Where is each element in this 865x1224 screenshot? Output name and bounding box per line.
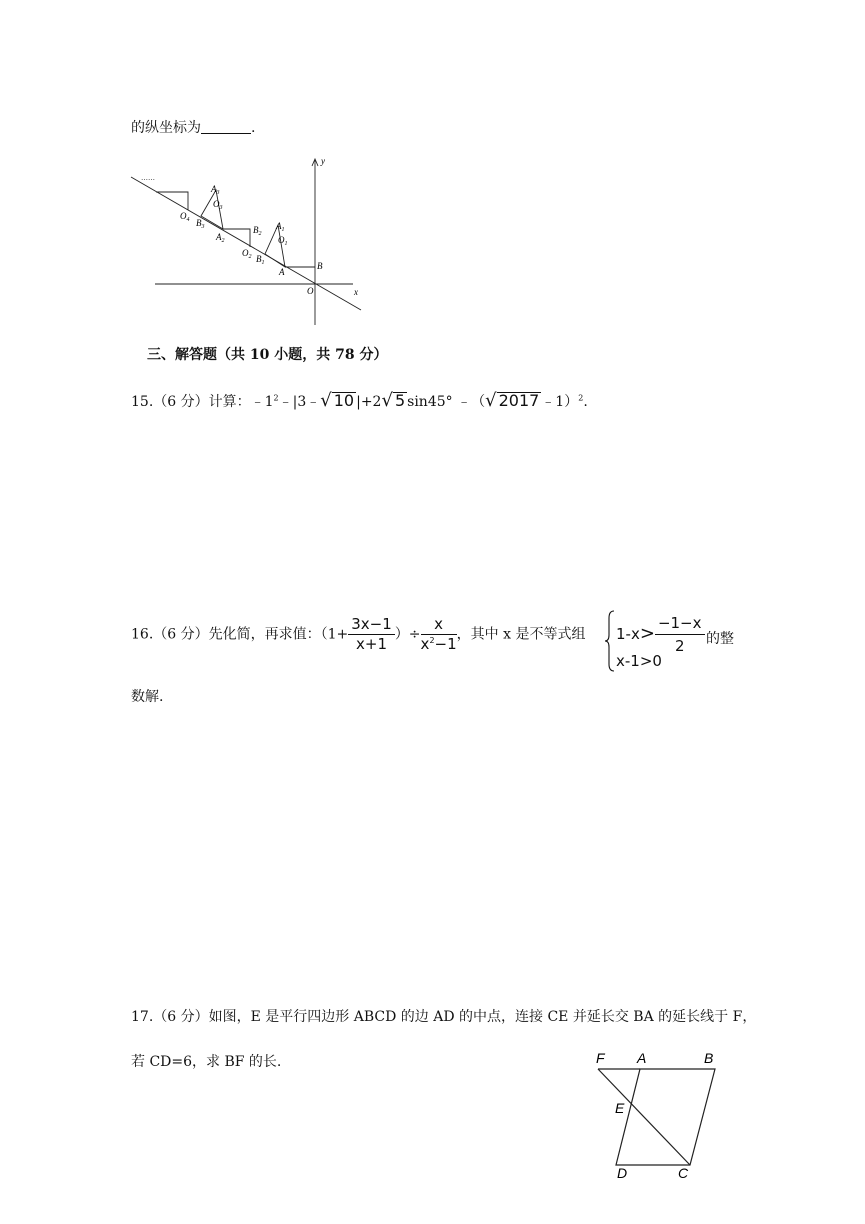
q14-period: . <box>251 120 256 136</box>
q16-tail: ，其中 x 是不等式组 <box>456 626 586 643</box>
answer-blank <box>201 121 251 134</box>
label-C: C <box>678 1165 689 1180</box>
label-B3: $B_3$ <box>196 218 205 230</box>
label-O2: $O_2$ <box>242 248 252 260</box>
q15-p1-sup: 2 <box>273 393 279 403</box>
fraction-1: $\frac{3x-1}{x+1}$ <box>348 617 395 652</box>
fraction-2: $\frac{x}{x^2-1}$ <box>420 615 457 653</box>
q15-p6: . <box>583 394 588 410</box>
label-O1: $O_1$ <box>278 235 288 247</box>
q15-p5: ﹣1） <box>541 394 579 410</box>
q14-tail <box>131 121 255 135</box>
q16-end: 的整 <box>706 631 734 647</box>
q15-p2: ﹣|3﹣ <box>278 394 321 410</box>
parallelogram-ABCD <box>616 1069 715 1165</box>
greater-than-1: > <box>639 623 655 644</box>
q15-prefix: 15.（6 分）计算： <box>131 394 251 410</box>
label-dots: …… <box>141 174 155 182</box>
label-x: x <box>354 287 358 297</box>
label-B: B <box>317 261 323 271</box>
label-A2: $A_2$ <box>216 232 225 244</box>
q16-prefix: 16.（6 分）先化简，再求值：（1+ <box>131 626 349 643</box>
figure-coordinate-staircase <box>128 155 368 330</box>
figure-parallelogram <box>588 1045 728 1180</box>
q17-line2: 若 CD=6，求 BF 的长. <box>131 1054 282 1070</box>
label-A1: $A_1$ <box>276 221 285 233</box>
sqrt-2017: √ 2017 <box>485 390 540 411</box>
label-E: E <box>615 1100 625 1116</box>
inequality-2: x-1>0 <box>616 652 662 670</box>
label-B2: $B_2$ <box>253 225 262 237</box>
q14-text: 的纵坐标为 <box>131 120 201 136</box>
q15 <box>131 392 588 410</box>
label-A3: $A_3$ <box>211 184 220 196</box>
q15-p5-sup: 2 <box>578 393 584 403</box>
fraction-3: $\frac{-1-x}{2}$ <box>655 614 705 655</box>
q16-line2: 数解. <box>131 689 164 705</box>
sqrt-5: √ 5 <box>381 390 406 411</box>
label-D: D <box>617 1165 628 1180</box>
slanted-line <box>131 177 361 310</box>
label-A: A <box>279 267 285 277</box>
q16-mid: ）÷ <box>394 626 421 643</box>
sqrt-10: √ 10 <box>320 390 355 411</box>
q16-line1 <box>131 617 585 652</box>
label-B1: $B_1$ <box>256 254 265 266</box>
label-O4: $O_4$ <box>180 211 190 223</box>
q15-p1: ﹣1 <box>250 394 274 410</box>
q17-line1: 17.（6 分）如图，E 是平行四边形 ABCD 的边 AD 的中点，连接 CE 并延长交 BA 的延长线于 F， <box>131 1009 757 1025</box>
label-B: B <box>704 1050 714 1066</box>
label-A: A <box>637 1050 647 1066</box>
label-y: y <box>321 156 325 166</box>
q15-p3: |+2 <box>356 394 382 410</box>
system-brace <box>604 610 616 672</box>
segment-FC <box>598 1069 690 1165</box>
section-3-title: 三、解答题（共 10 小题，共 78 分） <box>147 347 388 363</box>
label-O: O <box>307 286 314 296</box>
inequality-1: 1-x> $\frac{-1-x}{2}$ <box>616 614 705 655</box>
q15-p4: sin45° ﹣（ <box>407 394 486 410</box>
label-F: F <box>596 1050 605 1066</box>
label-O3: $O_3$ <box>213 199 223 211</box>
